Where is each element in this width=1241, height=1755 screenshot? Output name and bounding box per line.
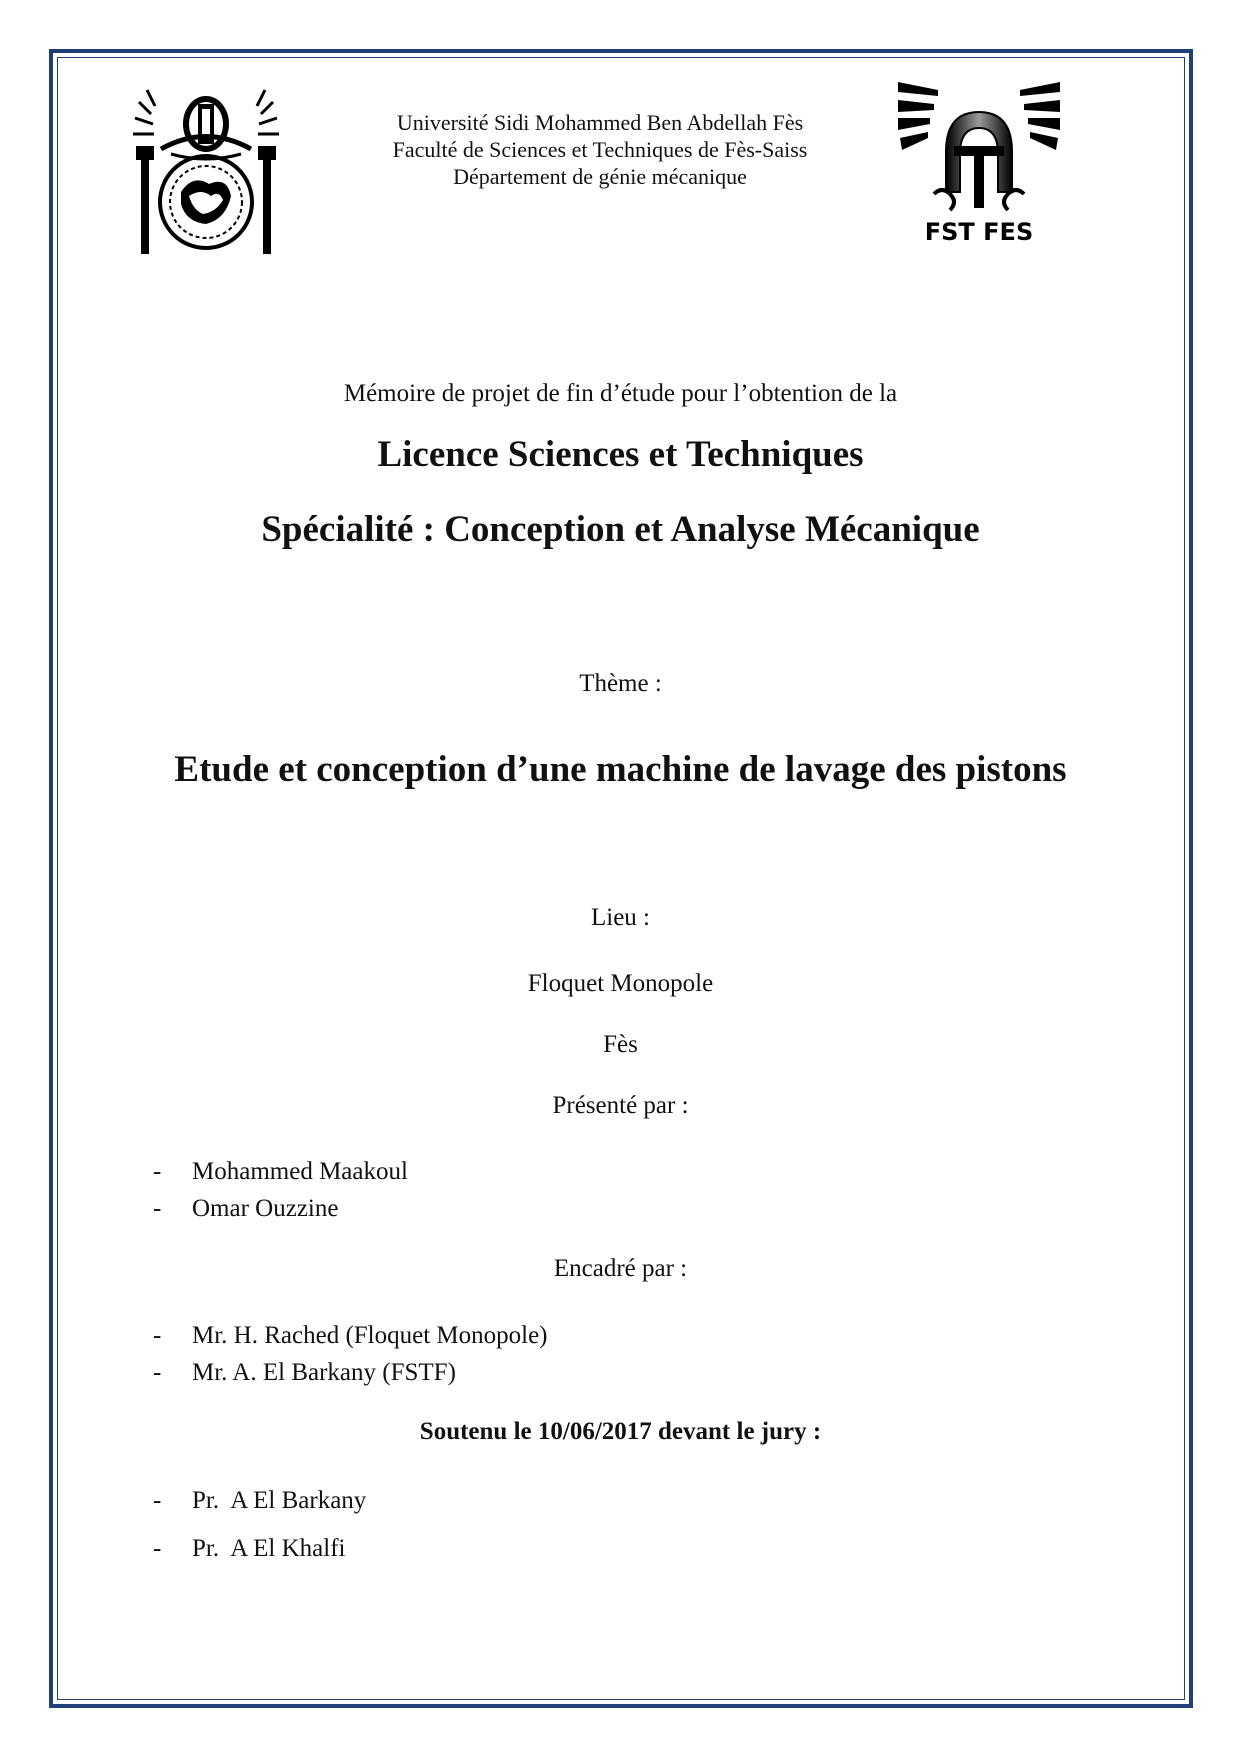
student-name: Omar Ouzzine xyxy=(192,1195,339,1222)
list-marker: - xyxy=(153,1158,162,1185)
defense-line: Soutenu le 10/06/2017 devant le jury : xyxy=(419,1418,822,1445)
intro-line: Mémoire de projet de fin d’étude pour l’obtention de la xyxy=(343,380,898,407)
location-company: Floquet Monopole xyxy=(527,970,714,997)
jury-member: Pr. A El Barkany xyxy=(192,1487,367,1514)
fst-fes-logo xyxy=(898,82,1060,248)
faculty-name: Faculté de Sciences et Techniques de Fès-Saiss xyxy=(392,137,808,162)
location-label: Lieu : xyxy=(590,904,650,931)
fst-fes-logo-text: FST FES xyxy=(924,218,1034,246)
student-name: Mohammed Maakoul xyxy=(192,1158,408,1185)
jury-member: Pr. A El Khalfi xyxy=(192,1535,346,1562)
location-city: Fès xyxy=(603,1031,638,1058)
theme-title: Etude et conception d’une machine de lavage des pistons xyxy=(174,749,1067,790)
university-name: Université Sidi Mohammed Ben Abdellah Fès xyxy=(396,110,804,135)
list-marker: - xyxy=(153,1359,162,1386)
supervisor-name: Mr. A. El Barkany (FSTF) xyxy=(192,1359,456,1386)
presented-by-label: Présenté par : xyxy=(552,1092,689,1119)
university-emblem-icon xyxy=(131,84,281,260)
department-name: Département de génie mécanique xyxy=(453,164,747,189)
list-marker: - xyxy=(153,1535,162,1562)
supervised-by-label: Encadré par : xyxy=(553,1255,688,1282)
theme-label: Thème : xyxy=(579,670,662,697)
specialty-title: Spécialité : Conception et Analyse Mécanique xyxy=(261,509,980,550)
list-marker: - xyxy=(153,1195,162,1222)
list-marker: - xyxy=(153,1322,162,1349)
institution-header xyxy=(340,109,860,190)
page-border-inner xyxy=(57,57,1185,1700)
list-marker: - xyxy=(153,1487,162,1514)
degree-title: Licence Sciences et Techniques xyxy=(377,434,864,475)
supervisor-name: Mr. H. Rached (Floquet Monopole) xyxy=(192,1322,548,1349)
